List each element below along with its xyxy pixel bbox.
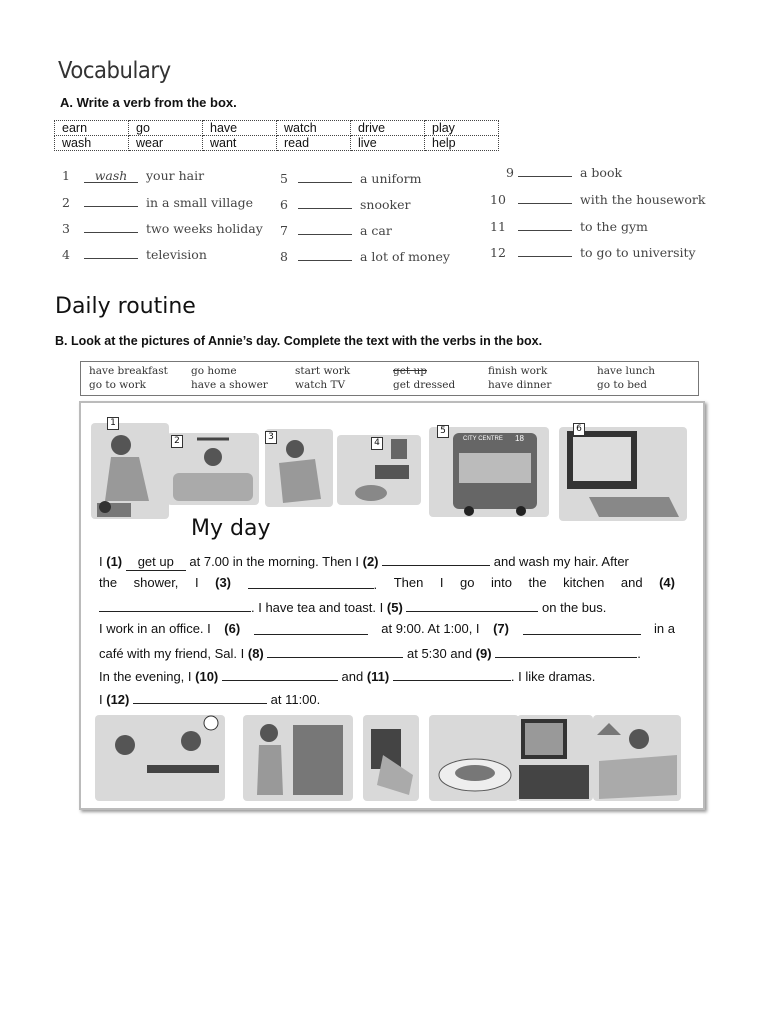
text: .: [373, 577, 378, 592]
answer-blank[interactable]: [406, 597, 538, 612]
text: and wash my hair. After: [493, 554, 629, 569]
text-line: [99, 574, 675, 594]
bus-sign: CITY CENTRE: [463, 436, 503, 442]
text: at 9:00. At 1:00, I: [381, 621, 480, 636]
exercise-item: [490, 218, 648, 234]
item-number: 10: [490, 192, 506, 207]
text-line: [99, 689, 675, 709]
verb-cell: go: [129, 121, 203, 136]
item-number: 5: [280, 171, 288, 186]
answer-blank[interactable]: [248, 574, 374, 589]
picture-number: 6: [573, 423, 585, 436]
answer-blank[interactable]: [523, 620, 641, 635]
text: go: [460, 575, 475, 590]
picture-number: 2: [171, 435, 183, 448]
verb-cell: live: [351, 136, 425, 151]
verb-item: go to work: [89, 379, 146, 391]
answer-blank[interactable]: [84, 194, 138, 207]
text: into: [491, 575, 512, 590]
text: on the bus.: [542, 600, 607, 615]
blank-number: (3): [215, 575, 231, 590]
item-phrase: television: [146, 247, 207, 262]
text: shower,: [133, 575, 179, 590]
verb-item-used: get up: [393, 365, 427, 377]
verb-cell: help: [425, 136, 499, 151]
verb-cell: earn: [55, 121, 129, 136]
picture-number: 4: [371, 437, 383, 450]
answer-blank[interactable]: [518, 218, 572, 231]
answer-blank[interactable]: [222, 666, 338, 681]
exercise-item: [280, 170, 422, 186]
item-number: 3: [62, 221, 70, 236]
exercise-item: [490, 244, 696, 260]
verb-cell: drive: [351, 121, 425, 136]
exercise-item: [280, 222, 392, 238]
text: . I like dramas.: [510, 669, 596, 684]
text: . I have tea and toast. I: [251, 600, 384, 615]
picture-bed: [593, 715, 681, 801]
instruction-b: B. Look at the pictures of Annie’s day. Complete the text with the verbs in the box.: [55, 334, 543, 348]
item-number: 1: [62, 168, 70, 183]
text: the: [528, 575, 547, 590]
item-phrase: to the gym: [580, 219, 648, 234]
picture-getting-up: [91, 423, 169, 519]
blank-number: (6): [224, 621, 241, 636]
answer-blank[interactable]: [99, 597, 251, 612]
verb-cell: play: [425, 121, 499, 136]
blank-number: (1): [106, 554, 123, 569]
text: .: [637, 646, 641, 661]
item-phrase: a car: [360, 223, 392, 238]
picture-number: 3: [265, 431, 277, 444]
answer-blank[interactable]: wash: [84, 170, 138, 183]
verb-item: go to bed: [597, 379, 647, 391]
item-number: 4: [62, 247, 70, 262]
answer-blank[interactable]: [133, 689, 267, 704]
blank-number: (2): [362, 554, 379, 569]
blank-number: (12): [106, 692, 130, 707]
text: at 7.00 in the morning. Then I: [189, 554, 359, 569]
exercise-item: [490, 164, 622, 180]
verb-cell: want: [203, 136, 277, 151]
picture-cafe: [95, 715, 225, 801]
text-line: [99, 551, 675, 571]
my-day-heading: My day: [191, 516, 271, 541]
exercise-item: [62, 220, 263, 236]
verb-item: have breakfast: [89, 365, 168, 377]
answer-blank[interactable]: [393, 666, 511, 681]
verb-cell: wash: [55, 136, 129, 151]
picture-bus: [429, 427, 549, 517]
text: and: [620, 575, 643, 590]
blank-number: (11): [366, 669, 390, 684]
picture-dinner: [429, 715, 519, 801]
vocabulary-title: Vocabulary: [58, 58, 171, 84]
verb-item: have lunch: [597, 365, 656, 377]
text: in a: [654, 621, 675, 636]
answer-blank[interactable]: [254, 620, 368, 635]
item-phrase: a uniform: [360, 171, 422, 186]
text-line: [99, 666, 675, 686]
answer-blank[interactable]: [267, 643, 403, 658]
answer-blank[interactable]: [298, 196, 352, 209]
answer-blank[interactable]: [518, 164, 572, 177]
verb-item: start work: [295, 365, 351, 377]
verb-item: get dressed: [393, 379, 456, 391]
answer-blank[interactable]: [518, 244, 572, 257]
answer-blank[interactable]: [84, 246, 138, 259]
verb-item: go home: [191, 365, 237, 377]
text: and: [341, 669, 364, 684]
exercise-item: [62, 194, 253, 210]
verb-item: have dinner: [488, 379, 552, 391]
item-number: 7: [280, 223, 288, 238]
picture-hand-switch: [363, 715, 419, 801]
text: kitchen: [563, 575, 605, 590]
blank-number: (4): [659, 575, 675, 590]
picture-number: 1: [107, 417, 119, 430]
answer-blank[interactable]: [298, 170, 352, 183]
text: café with my friend, Sal. I: [99, 646, 245, 661]
item-number: 6: [280, 197, 288, 212]
instruction-a: A. Write a verb from the box.: [60, 95, 237, 110]
daily-routine-title: Daily routine: [55, 294, 196, 319]
blank-number: (7): [493, 621, 509, 636]
exercise-item: [62, 246, 207, 262]
text: I work in an office. I: [99, 621, 211, 636]
verb-box-a: [54, 120, 499, 151]
item-number: 2: [62, 195, 70, 210]
item-phrase: two weeks holiday: [146, 221, 263, 236]
text: In the evening, I: [99, 669, 192, 684]
answer-blank[interactable]: [298, 248, 352, 261]
item-phrase: your hair: [146, 168, 205, 183]
exercise-item: [490, 191, 705, 207]
answer-blank[interactable]: [84, 220, 138, 233]
blank-number: (9): [475, 646, 492, 661]
text: I: [99, 692, 103, 707]
blank-number: (10): [195, 669, 219, 684]
item-number: 8: [280, 249, 288, 264]
verb-cell: wear: [129, 136, 203, 151]
text: at 11:00.: [270, 692, 321, 707]
exercise-item: [280, 248, 450, 264]
item-number: 9: [506, 165, 514, 180]
text: Then: [393, 575, 424, 590]
bus-number: 18: [515, 434, 524, 443]
verb-item: watch TV: [295, 379, 346, 391]
answer-blank[interactable]: get up: [126, 556, 186, 571]
text-line: [99, 643, 675, 663]
text: I: [439, 575, 444, 590]
text: the: [99, 575, 118, 590]
blank-number: (8): [247, 646, 264, 661]
item-number: 12: [490, 245, 506, 260]
item-phrase: snooker: [360, 197, 411, 212]
verb-item: have a shower: [191, 379, 268, 391]
text: at 5:30 and: [407, 646, 473, 661]
answer-blank[interactable]: [495, 643, 637, 658]
verb-cell: read: [277, 136, 351, 151]
picture-tv: [517, 715, 593, 801]
verb-item: finish work: [488, 365, 548, 377]
exercise-item: [280, 196, 410, 212]
answer-blank[interactable]: [298, 222, 352, 235]
item-phrase: in a small village: [146, 195, 254, 210]
text: I: [194, 575, 199, 590]
exercise-item: [62, 168, 204, 183]
item-phrase: with the housework: [580, 192, 706, 207]
picture-computer: [559, 427, 687, 521]
verb-cell: have: [203, 121, 277, 136]
picture-number: 5: [437, 425, 449, 438]
text-line: [99, 620, 675, 638]
item-phrase: to go to university: [580, 245, 696, 260]
text: I: [99, 554, 103, 569]
verb-box-b: [80, 361, 699, 396]
blank-number: (5): [386, 600, 403, 615]
item-number: 11: [490, 219, 506, 234]
verb-cell: watch: [277, 121, 351, 136]
answer-blank[interactable]: [382, 551, 490, 566]
item-phrase: a book: [580, 165, 623, 180]
picture-going-home: [243, 715, 353, 801]
answer-blank[interactable]: [518, 191, 572, 204]
text-line: [99, 597, 675, 617]
story-text: [85, 548, 688, 688]
item-phrase: a lot of money: [360, 249, 450, 264]
